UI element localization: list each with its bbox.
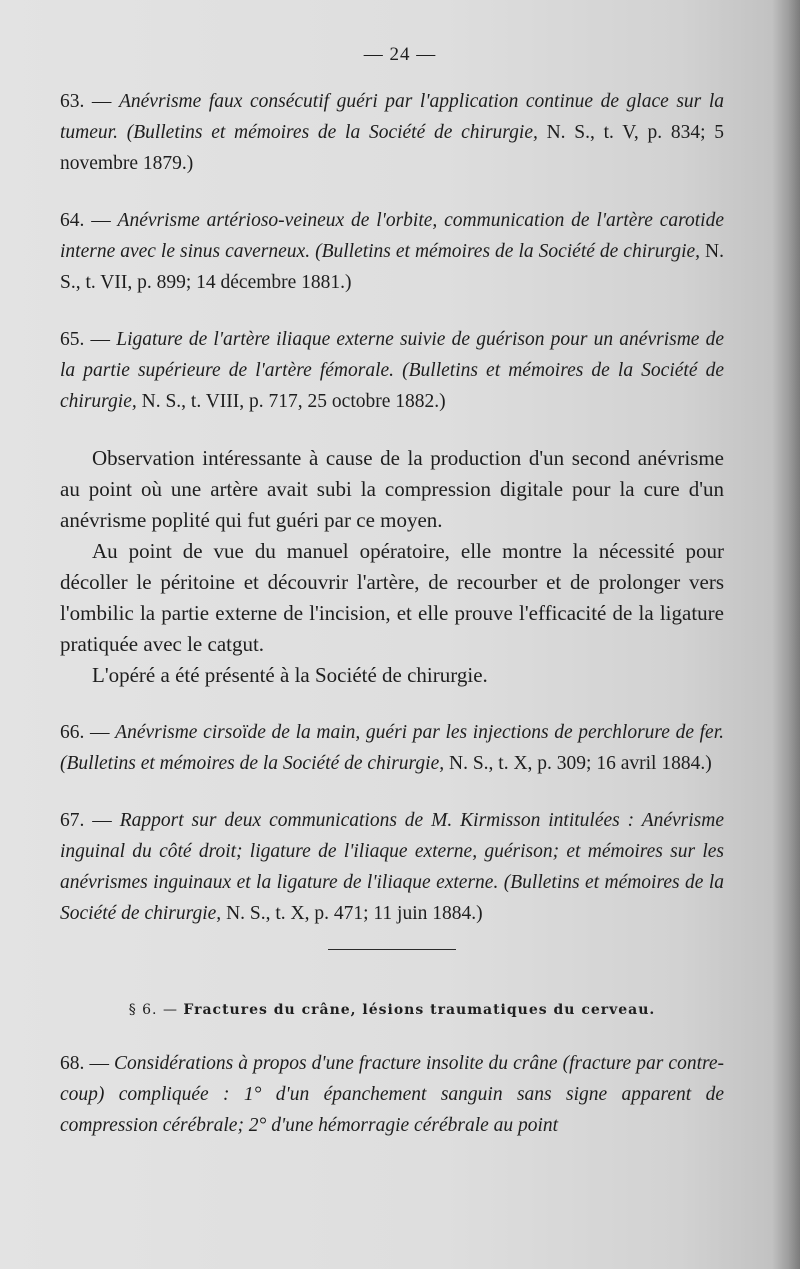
entry-reference: N. S., t. X, p. 471; 11 juin 1884.)	[221, 903, 483, 924]
entry-number: 67. —	[60, 810, 120, 831]
entry-reference: N. S., t. VIII, p. 717, 25 octobre 1882.)	[136, 391, 446, 412]
observation-paragraph-1: Observation intéressante à cause de la production d'un second anévrisme au point où une artère avait subi la compression digitale pour la cure d'un anévrisme poplité qui fut guéri par ce moyen.	[60, 446, 724, 532]
bibliography-entry-67	[60, 805, 724, 929]
section-mark: § 6. —	[128, 1002, 184, 1018]
entry-title: Anévrisme faux consécutif guéri par l'application continue de glace sur la tumeur. (Bulletins et mémoires de la Société de chirurgie,	[60, 91, 724, 143]
entry-title: Considérations à propos d'une fracture insolite du crâne (fracture par contre-coup) compliquée : 1° d'un épanchement sanguin sans signe apparent de compression cérébrale; 2° d'une hémorragie cérébrale au point	[60, 1053, 725, 1136]
section-title: Fractures du crâne, lésions traumatiques du cerveau.	[183, 1002, 656, 1018]
section-heading	[60, 1002, 724, 1018]
bibliography-entry-65	[60, 324, 724, 417]
observation-paragraph-3: L'opéré a été présenté à la Société de chirurgie.	[92, 663, 488, 687]
bibliography-entry-68	[60, 1048, 724, 1141]
entry-number: 64. —	[60, 210, 118, 231]
page-number: — 24 —	[363, 44, 437, 65]
bibliography-entry-66	[60, 717, 724, 779]
entry-number: 66. —	[60, 722, 116, 743]
entry-number: 63. —	[60, 91, 119, 112]
entry-reference: N. S., t. V, p. 834; 5 novembre 1879.)	[60, 122, 725, 174]
entry-reference: N. S., t. X, p. 309; 16 avril 1884.)	[444, 753, 712, 774]
bibliography-entry-64	[60, 205, 724, 298]
entry-reference: N. S., t. VII, p. 899; 14 décembre 1881.)	[60, 241, 724, 293]
entry-number: 68. —	[60, 1053, 115, 1074]
entry-number: 65. —	[60, 329, 117, 350]
entry-title: Anévrisme cirsoïde de la main, guéri par les injections de perchlorure de fer. (Bulletins et mémoires de la Société de chirurgie,	[60, 722, 724, 774]
page-edge-shadow	[772, 0, 800, 1269]
section-divider	[328, 949, 456, 950]
entry-title: Rapport sur deux communications de M. Kirmisson intitulées : Anévrisme inguinal du côté droit; ligature de l'iliaque externe, guérison; et mémoires sur les anévrismes inguinaux et la ligature de l'iliaque externe. (Bulletins et mémoires de la Société de chirurgie,	[60, 810, 725, 924]
page-content	[60, 86, 724, 1167]
observation-block	[60, 443, 724, 691]
entry-title: Ligature de l'artère iliaque externe suivie de guérison pour un anévrisme de la partie supérieure de l'artère fémorale. (Bulletins et mémoires de la Société de chirurgie,	[60, 329, 725, 412]
bibliography-entry-63	[60, 86, 724, 179]
entry-title: Anévrisme artérioso-veineux de l'orbite, communication de l'artère carotide interne avec le sinus caverneux. (Bulletins et mémoires de la Société de chirurgie,	[60, 210, 725, 262]
observation-paragraph-2: Au point de vue du manuel opératoire, elle montre la nécessité pour décoller le péritoine et découvrir l'artère, de recourber et de prolonger vers l'ombilic la partie externe de l'incision, et elle prouve l'efficacité de la ligature pratiquée avec le catgut.	[60, 539, 724, 656]
